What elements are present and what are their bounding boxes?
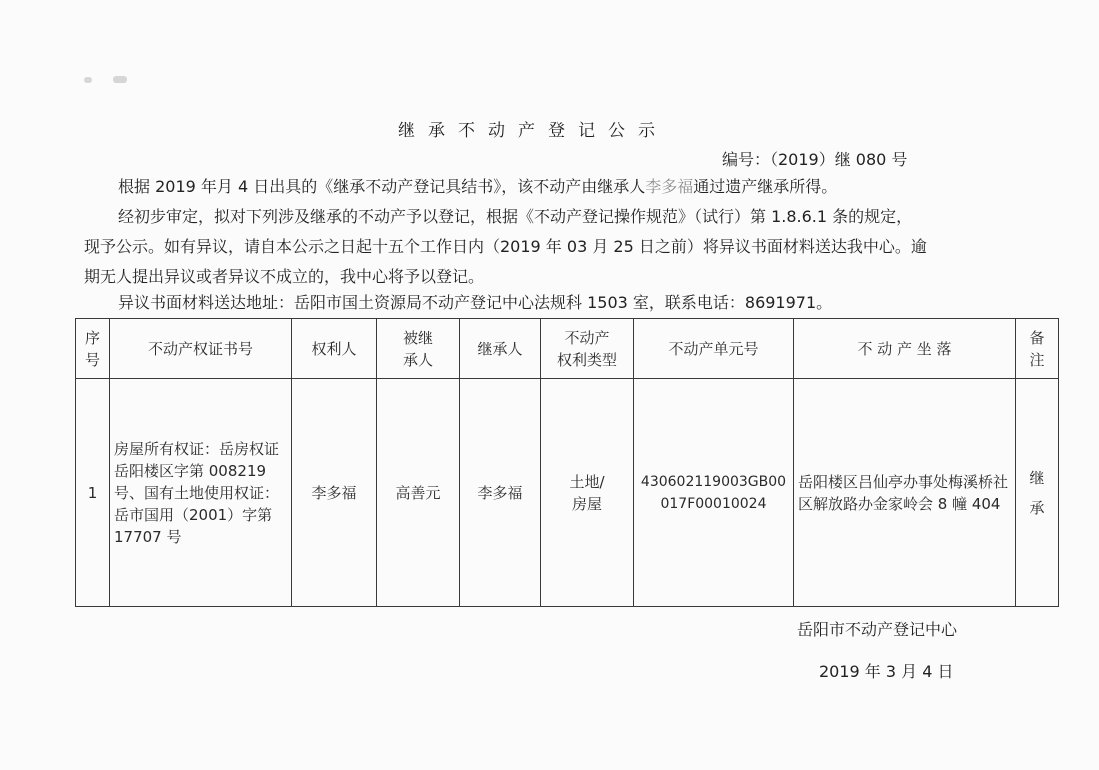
header-location: 不 动 产 坐 落 [794, 319, 1016, 379]
paragraph-2: 经初步审定，拟对下列涉及继承的不动产予以登记，根据《不动产登记操作规范》（试行）第 1.8.6.1 条的规定， [118, 207, 913, 226]
header-remark: 备 注 [1016, 319, 1059, 379]
header-seq: 序 号 [76, 319, 110, 379]
scan-mark [113, 76, 127, 83]
cell-seq: 1 [76, 379, 110, 607]
cell-holder: 李多福 [292, 379, 377, 607]
cell-cert: 房屋所有权证：岳房权证岳阳楼区字第 008219 号、国有土地使用权证：岳市国用（2001）字第 17707 号 [110, 379, 292, 607]
paragraph-4: 期无人提出异议或者异议不成立的，我中心将予以登记。 [84, 267, 485, 286]
issuer-signature: 岳阳市不动产登记中心 [797, 620, 958, 639]
issue-date: 2019 年 3 月 4 日 [819, 662, 954, 681]
document-number: 编号：（2019）继 080 号 [722, 150, 908, 169]
cell-location: 岳阳楼区吕仙亭办事处梅溪桥社区解放路办金家岭会 8 幢 404 [794, 379, 1016, 607]
cell-deceased: 高善元 [377, 379, 460, 607]
header-deceased: 被继 承人 [377, 319, 460, 379]
paragraph-5: 异议书面材料送达地址：岳阳市国土资源局不动产登记中心法规科 1503 室，联系电话：8691971。 [118, 293, 833, 312]
cell-right-type: 土地/ 房屋 [541, 379, 634, 607]
cell-heir: 李多福 [460, 379, 541, 607]
scan-mark [84, 77, 92, 83]
table-header-row [76, 319, 1059, 379]
header-holder: 权利人 [292, 319, 377, 379]
paragraph-3: 现予公示。如有异议，请自本公示之日起十五个工作日内（2019 年 03 月 25 日之前）将异议书面材料送达我中心。逾 [84, 237, 927, 256]
table-row [76, 379, 1059, 607]
heir-name-inline: 李多福 [645, 177, 694, 196]
registration-table [75, 318, 1059, 607]
cell-remark: 继 承 [1016, 379, 1059, 607]
header-heir: 继承人 [460, 319, 541, 379]
header-unit-no: 不动产单元号 [634, 319, 794, 379]
paragraph-1-text-after: 通过遗产继承所得。 [693, 177, 838, 196]
paragraph-1 [118, 177, 837, 197]
header-right-type: 不动产 权利类型 [541, 319, 634, 379]
document-title: 继承不动产登记公示 [398, 121, 668, 141]
cell-unit-no: 430602119003GB00017F00010024 [634, 379, 794, 607]
paragraph-1-text-before: 根据 2019 年月 4 日出具的《继承不动产登记具结书》，该不动产由继承人 [118, 177, 646, 196]
header-cert: 不动产权证书号 [110, 319, 292, 379]
